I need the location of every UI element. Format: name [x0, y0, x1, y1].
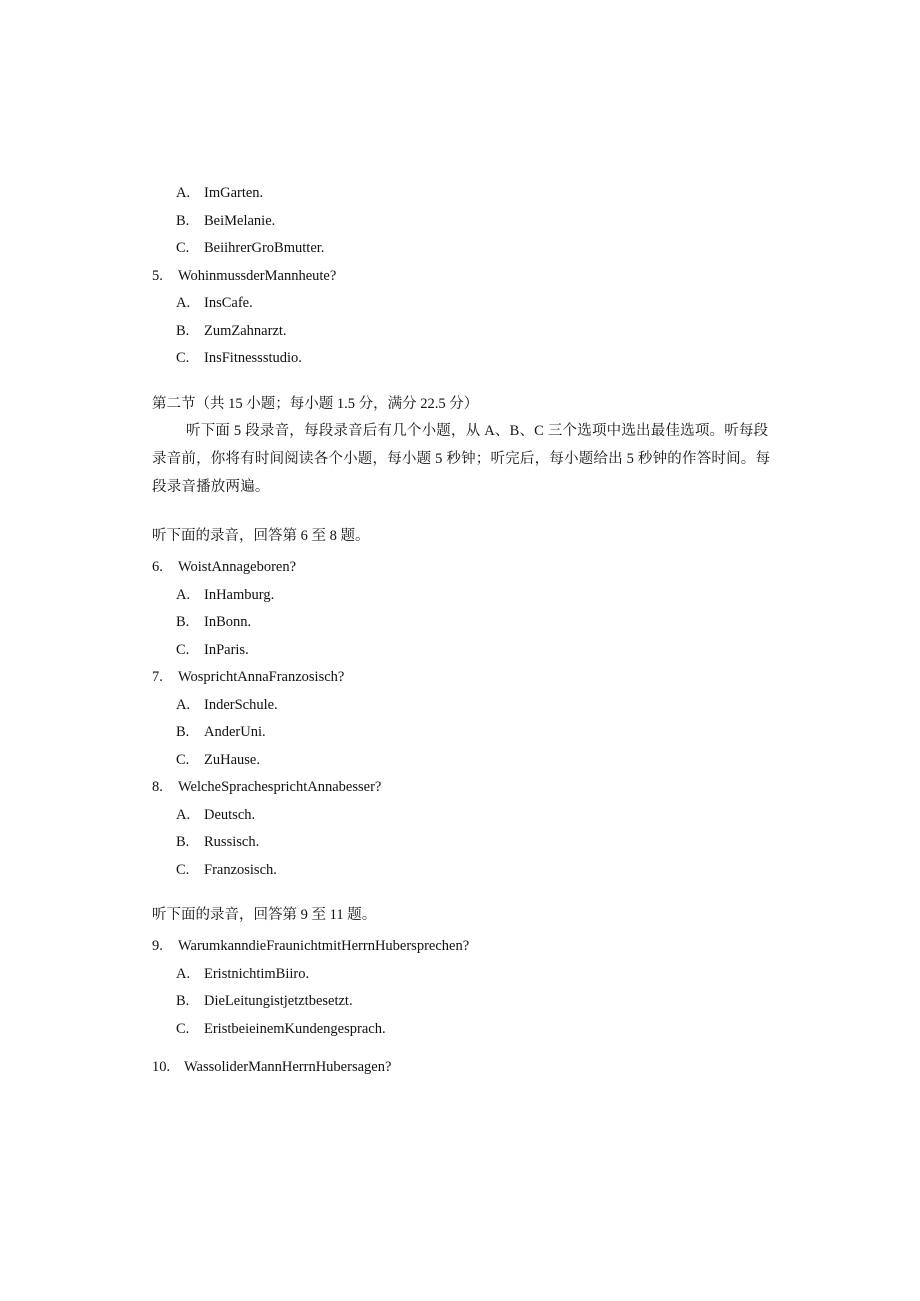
q6-option-a — [176, 586, 274, 604]
question-number: 8. — [152, 779, 163, 795]
q7-option-b — [176, 723, 266, 741]
question-5 — [152, 267, 336, 285]
q6-option-c — [176, 641, 249, 659]
option-letter: A. — [176, 966, 191, 982]
option-text: AnderUni. — [204, 724, 266, 740]
q5-option-b — [176, 322, 287, 340]
question-text: WassoliderMannHerrnHubersagen? — [184, 1059, 392, 1075]
question-9 — [152, 937, 469, 955]
option-text: ImGarten. — [204, 185, 264, 201]
option-letter: C. — [176, 862, 190, 878]
option-letter: C. — [176, 240, 190, 256]
question-6 — [152, 558, 296, 576]
q7-option-a — [176, 696, 278, 714]
option-text: InderSchule. — [204, 697, 278, 713]
option-text: Russisch. — [204, 834, 260, 850]
option-text: Franzosisch. — [204, 862, 277, 878]
option-letter: C. — [176, 752, 190, 768]
q8-option-b — [176, 833, 259, 851]
option-text: BeiihrerGroBmutter. — [204, 240, 325, 256]
question-text: WohinmussderMannheute? — [178, 268, 337, 284]
option-text: DieLeitungistjetztbesetzt. — [204, 993, 353, 1009]
question-number: 6. — [152, 559, 163, 575]
option-letter: A. — [176, 587, 191, 603]
q5-option-a — [176, 294, 253, 312]
option-text: InsCafe. — [204, 295, 253, 311]
question-text: WoistAnnageboren? — [178, 559, 297, 575]
question-8 — [152, 778, 381, 796]
option-text: ZuHause. — [204, 752, 260, 768]
option-letter: B. — [176, 614, 190, 630]
option-letter: A. — [176, 185, 191, 201]
question-number: 10. — [152, 1059, 171, 1075]
section-instructions: 听下面 5 段录音，每段录音后有几个小题，从 A、B、C 三个选项中选出最佳选项。听每段录音前，你将有时间阅读各个小题，每小题 5 秒钟；听完后，每小题给出 5 秒钟的作答时间。每段录音播放两遍。 — [152, 423, 771, 495]
q8-option-a — [176, 806, 255, 824]
option-text: BeiMelanie. — [204, 213, 276, 229]
option-text: InParis. — [204, 642, 249, 658]
q4-option-c — [176, 239, 324, 257]
q6-option-b — [176, 613, 251, 631]
group-prompt-6-8: 听下面的录音，回答第 6 至 8 题。 — [152, 528, 370, 544]
option-letter: A. — [176, 697, 191, 713]
q5-option-c — [176, 349, 302, 367]
q9-option-a — [176, 965, 309, 983]
option-letter: B. — [176, 834, 190, 850]
question-number: 5. — [152, 268, 163, 284]
option-text: InHamburg. — [204, 587, 275, 603]
question-7 — [152, 668, 344, 686]
q9-option-c — [176, 1020, 386, 1038]
option-letter: A. — [176, 295, 191, 311]
option-letter: B. — [176, 213, 190, 229]
option-text: InBonn. — [204, 614, 252, 630]
option-letter: C. — [176, 1021, 190, 1037]
option-text: Deutsch. — [204, 807, 256, 823]
option-letter: B. — [176, 993, 190, 1009]
section-heading: 第二节（共 15 小题；每小题 1.5 分，满分 22.5 分） — [152, 396, 479, 412]
option-text: InsFitnessstudio. — [204, 350, 302, 366]
option-text: ZumZahnarzt. — [204, 323, 287, 339]
question-text: WelcheSprachesprichtAnnabesser? — [178, 779, 382, 795]
q9-option-b — [176, 992, 353, 1010]
question-number: 7. — [152, 669, 163, 685]
question-text: WosprichtAnnaFranzosisch? — [178, 669, 345, 685]
option-letter: C. — [176, 642, 190, 658]
option-letter: B. — [176, 323, 190, 339]
question-10 — [152, 1058, 391, 1076]
option-letter: B. — [176, 724, 190, 740]
option-letter: C. — [176, 350, 190, 366]
question-text: WarumkanndieFraunichtmitHerrnHubersprechen? — [178, 938, 470, 954]
q8-option-c — [176, 861, 277, 879]
option-text: EristbeieinemKundengesprach. — [204, 1021, 386, 1037]
q4-option-b — [176, 212, 275, 230]
option-text: EristnichtimBiiro. — [204, 966, 310, 982]
q4-option-a — [176, 184, 263, 202]
question-number: 9. — [152, 938, 163, 954]
option-letter: A. — [176, 807, 191, 823]
group-prompt-9-11: 听下面的录音，回答第 9 至 11 题。 — [152, 907, 377, 923]
q7-option-c — [176, 751, 260, 769]
